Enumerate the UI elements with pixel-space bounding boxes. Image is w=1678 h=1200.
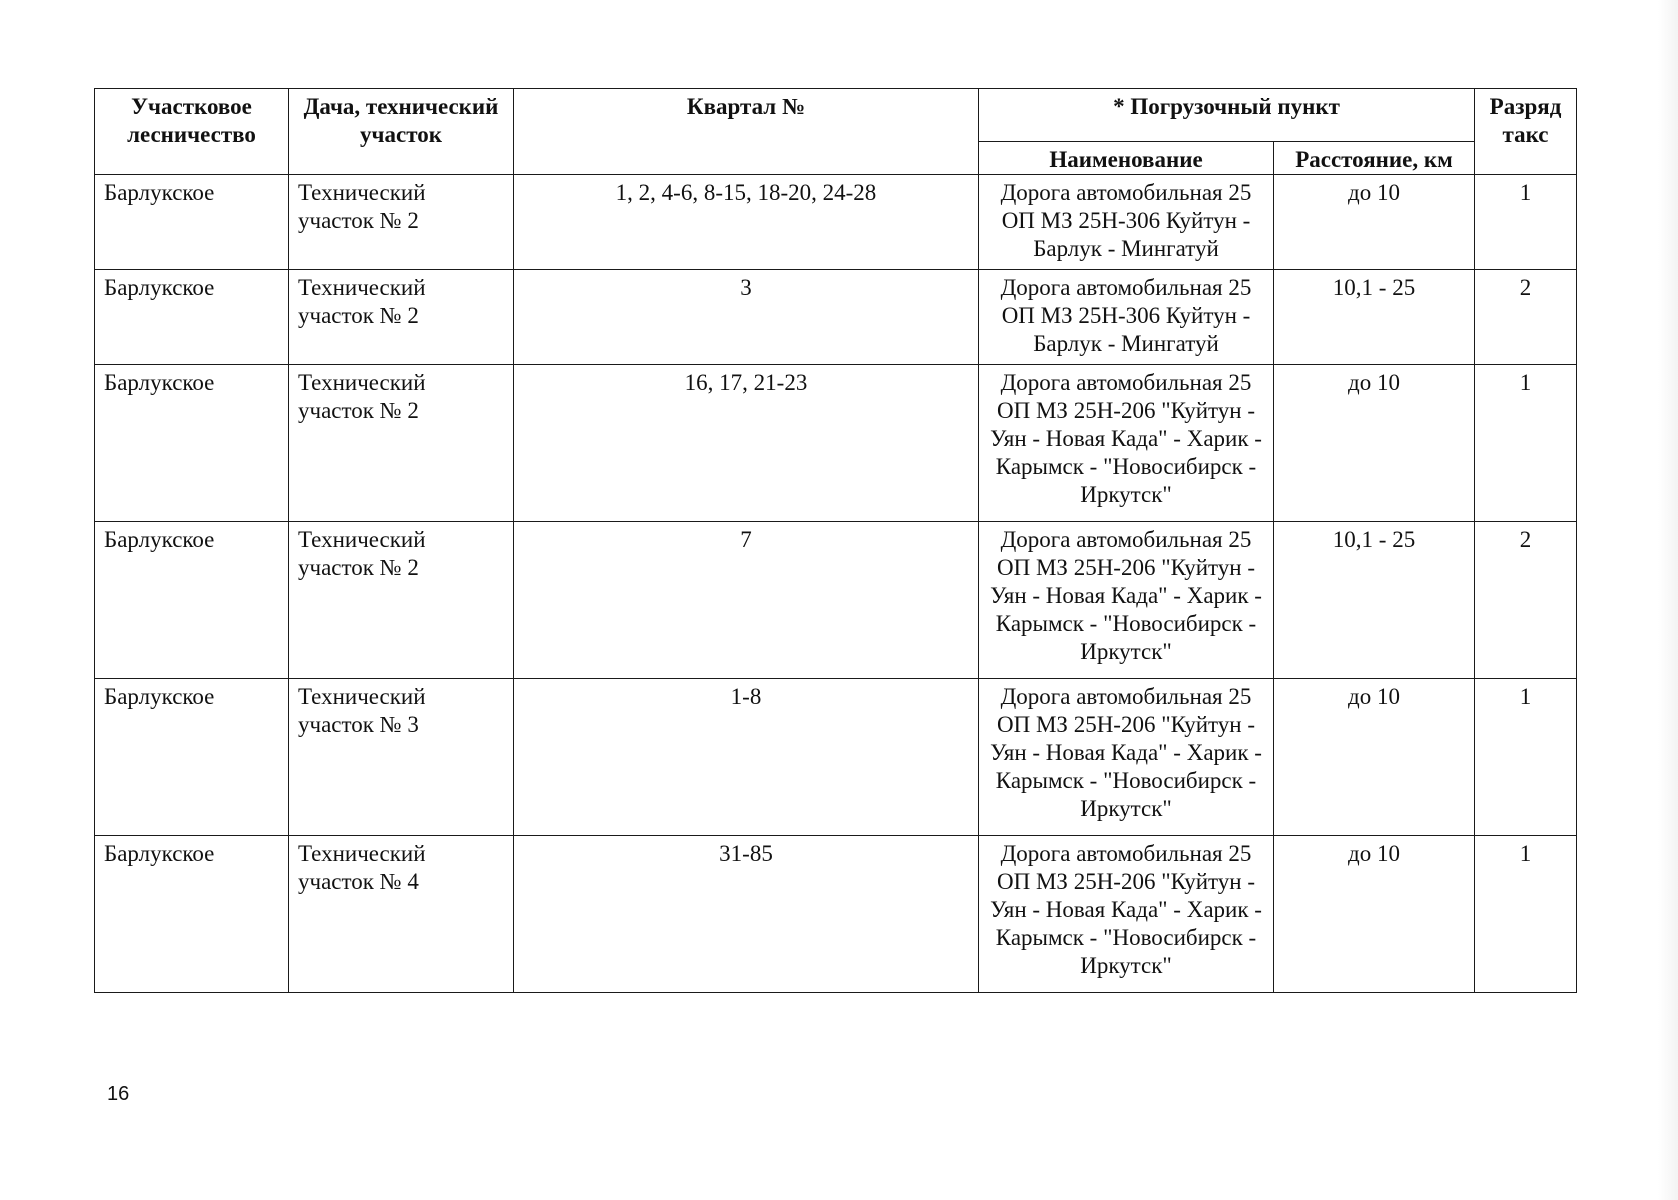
table-row <box>95 270 1577 365</box>
cell-category: 1 <box>1475 836 1577 993</box>
cell-distance: 10,1 - 25 <box>1274 270 1475 365</box>
cell-loading-point-name: Дорога автомобильная 25 ОП МЗ 25Н-206 "Куйтун - Уян - Новая Када" - Харик - Карымск - "Новосибирск - Иркутск" <box>979 679 1274 836</box>
table-row <box>95 365 1577 522</box>
loading-points-table <box>94 88 1577 993</box>
cell-kvartal: 7 <box>514 522 979 679</box>
cell-dacha: Технический участок № 2 <box>289 175 514 270</box>
cell-category: 1 <box>1475 365 1577 522</box>
cell-loading-point-name: Дорога автомобильная 25 ОП МЗ 25Н-206 "Куйтун - Уян - Новая Када" - Харик - Карымск - "Новосибирск - Иркутск" <box>979 522 1274 679</box>
cell-kvartal: 1, 2, 4-6, 8-15, 18-20, 24-28 <box>514 175 979 270</box>
cell-loading-point-name: Дорога автомобильная 25 ОП МЗ 25Н-206 "Куйтун - Уян - Новая Када" - Харик - Карымск - "Новосибирск - Иркутск" <box>979 365 1274 522</box>
cell-kvartal: 16, 17, 21-23 <box>514 365 979 522</box>
cell-loading-point-name: Дорога автомобильная 25 ОП МЗ 25Н-306 Куйтун - Барлук - Мингатуй <box>979 175 1274 270</box>
page-number: 16 <box>107 1083 130 1105</box>
page-scan-edge <box>1658 0 1678 1200</box>
cell-kvartal: 1-8 <box>514 679 979 836</box>
cell-dacha: Технический участок № 2 <box>289 270 514 365</box>
cell-loading-point-name: Дорога автомобильная 25 ОП МЗ 25Н-206 "Куйтун - Уян - Новая Када" - Харик - Карымск - "Новосибирск - Иркутск" <box>979 836 1274 993</box>
cell-dacha: Технический участок № 2 <box>289 522 514 679</box>
cell-dacha: Технический участок № 2 <box>289 365 514 522</box>
header-loading-point: * Погрузочный пункт <box>979 89 1475 142</box>
cell-forestry: Барлукское <box>95 175 289 270</box>
cell-kvartal: 31-85 <box>514 836 979 993</box>
cell-forestry: Барлукское <box>95 522 289 679</box>
cell-category: 1 <box>1475 175 1577 270</box>
cell-distance: 10,1 - 25 <box>1274 522 1475 679</box>
cell-forestry: Барлукское <box>95 836 289 993</box>
cell-category: 2 <box>1475 270 1577 365</box>
cell-forestry: Барлукское <box>95 679 289 836</box>
header-category: Разряд такс <box>1475 89 1577 175</box>
cell-distance: до 10 <box>1274 175 1475 270</box>
table-row <box>95 175 1577 270</box>
cell-dacha: Технический участок № 3 <box>289 679 514 836</box>
header-name: Наименование <box>979 142 1274 175</box>
table-row <box>95 679 1577 836</box>
header-distance: Расстояние, км <box>1274 142 1475 175</box>
cell-distance: до 10 <box>1274 365 1475 522</box>
cell-forestry: Барлукское <box>95 365 289 522</box>
cell-category: 1 <box>1475 679 1577 836</box>
cell-forestry: Барлукское <box>95 270 289 365</box>
table-row <box>95 836 1577 993</box>
cell-category: 2 <box>1475 522 1577 679</box>
header-dacha: Дача, технический участок <box>289 89 514 175</box>
cell-kvartal: 3 <box>514 270 979 365</box>
header-row <box>95 89 1577 142</box>
table-row <box>95 522 1577 679</box>
cell-distance: до 10 <box>1274 836 1475 993</box>
cell-dacha: Технический участок № 4 <box>289 836 514 993</box>
cell-loading-point-name: Дорога автомобильная 25 ОП МЗ 25Н-306 Куйтун - Барлук - Мингатуй <box>979 270 1274 365</box>
cell-distance: до 10 <box>1274 679 1475 836</box>
header-forestry: Участковое лесничество <box>95 89 289 175</box>
header-kvartal: Квартал № <box>514 89 979 175</box>
